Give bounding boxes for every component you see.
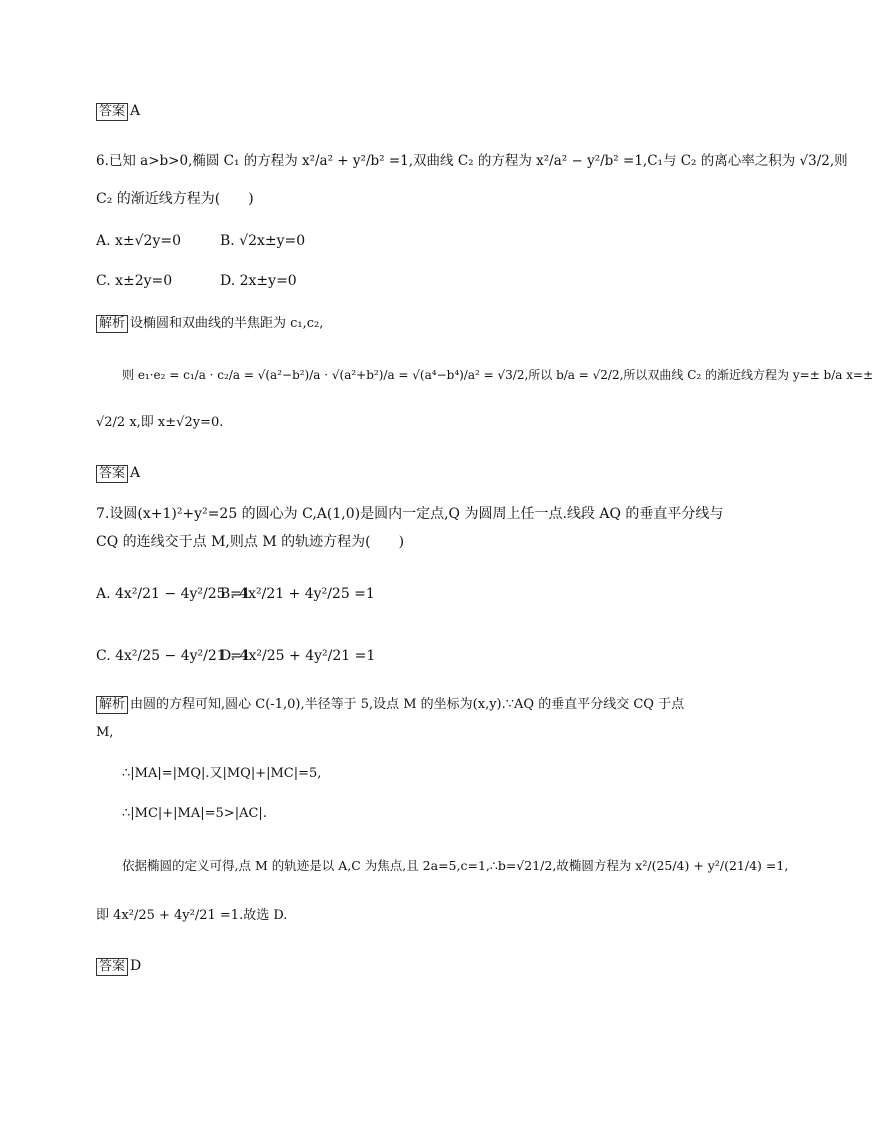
q6-solution-text-1: 设椭圆和双曲线的半焦距为 c₁,c₂, (130, 316, 324, 331)
q6-solution-line-1 (96, 313, 714, 335)
q7-option-a: A. 4x²/21 − 4y²/25 =1 (96, 586, 251, 602)
q6-option-a: A. x±√2y=0 (96, 233, 182, 249)
q6-option-c: C. x±2y=0 (96, 273, 173, 289)
answer-tag: 答案 (96, 958, 128, 976)
q6-stem-line-1: 6.已知 a>b>0,椭圆 C₁ 的方程为 x²/a² + y²/b² =1,双曲线 C₂ 的方程为 x²/a² − y²/b² =1,C₁与 C₂ 的离心率之积为 √3/2,则 (96, 153, 848, 169)
q6-answer: A (130, 465, 141, 481)
q7-answer: D (130, 958, 142, 974)
q5-answer-line (96, 100, 714, 122)
analysis-tag: 解析 (96, 696, 128, 714)
q7-solution-line-5: 依据椭圆的定义可得,点 M 的轨迹是以 A,C 为焦点,且 2a=5,c=1,∴b=√21/2,故椭圆方程为 x²/(25/4) + y²/(21/4) =1, (122, 858, 789, 873)
q7-solution-line-6: 即 4x²/25 + 4y²/21 =1.故选 D. (96, 908, 288, 923)
answer-tag: 答案 (96, 103, 128, 121)
q7-solution-line-1 (96, 694, 714, 716)
q6-answer-line (96, 462, 714, 484)
q6-solution-line-3: √2/2 x,即 x±√2y=0. (96, 415, 224, 430)
q6-stem-line-2: C₂ 的渐近线方程为( ) (96, 191, 254, 207)
q7-option-d: D. 4x²/25 + 4y²/21 =1 (220, 648, 376, 664)
q7-option-c: C. 4x²/25 − 4y²/21 =1 (96, 648, 251, 664)
q7-option-b: B. 4x²/21 + 4y²/25 =1 (220, 586, 375, 602)
q7-stem-line-2: CQ 的连线交于点 M,则点 M 的轨迹方程为( ) (96, 534, 405, 550)
q7-stem-line-1: 7.设圆(x+1)²+y²=25 的圆心为 C,A(1,0)是圆内一定点,Q 为圆周上任一点.线段 AQ 的垂直平分线与 (96, 506, 724, 522)
q5-answer: A (130, 103, 141, 119)
q7-solution-text-1: 由圆的方程可知,圆心 C(-1,0),半径等于 5,设点 M 的坐标为(x,y).∵AQ 的垂直平分线交 CQ 于点 (130, 697, 685, 712)
analysis-tag: 解析 (96, 315, 128, 333)
q6-solution-line-2: 则 e₁·e₂ = c₁/a · c₂/a = √(a²−b²)/a · √(a²+b²)/a = √(a⁴−b⁴)/a² = √3/2,所以 b/a = √2/2,所以双曲线 C₂ 的渐近线方程为 y=± b/a x=± (122, 368, 873, 382)
q7-solution-line-3: ∴|MA|=|MQ|.又|MQ|+|MC|=5, (122, 766, 322, 781)
q6-option-d: D. 2x±y=0 (220, 273, 297, 289)
q7-answer-line (96, 955, 714, 977)
q6-option-b: B. √2x±y=0 (220, 233, 306, 249)
answer-tag: 答案 (96, 465, 128, 483)
q7-solution-line-4: ∴|MC|+|MA|=5>|AC|. (122, 806, 267, 821)
q7-solution-line-2: M, (96, 725, 114, 740)
